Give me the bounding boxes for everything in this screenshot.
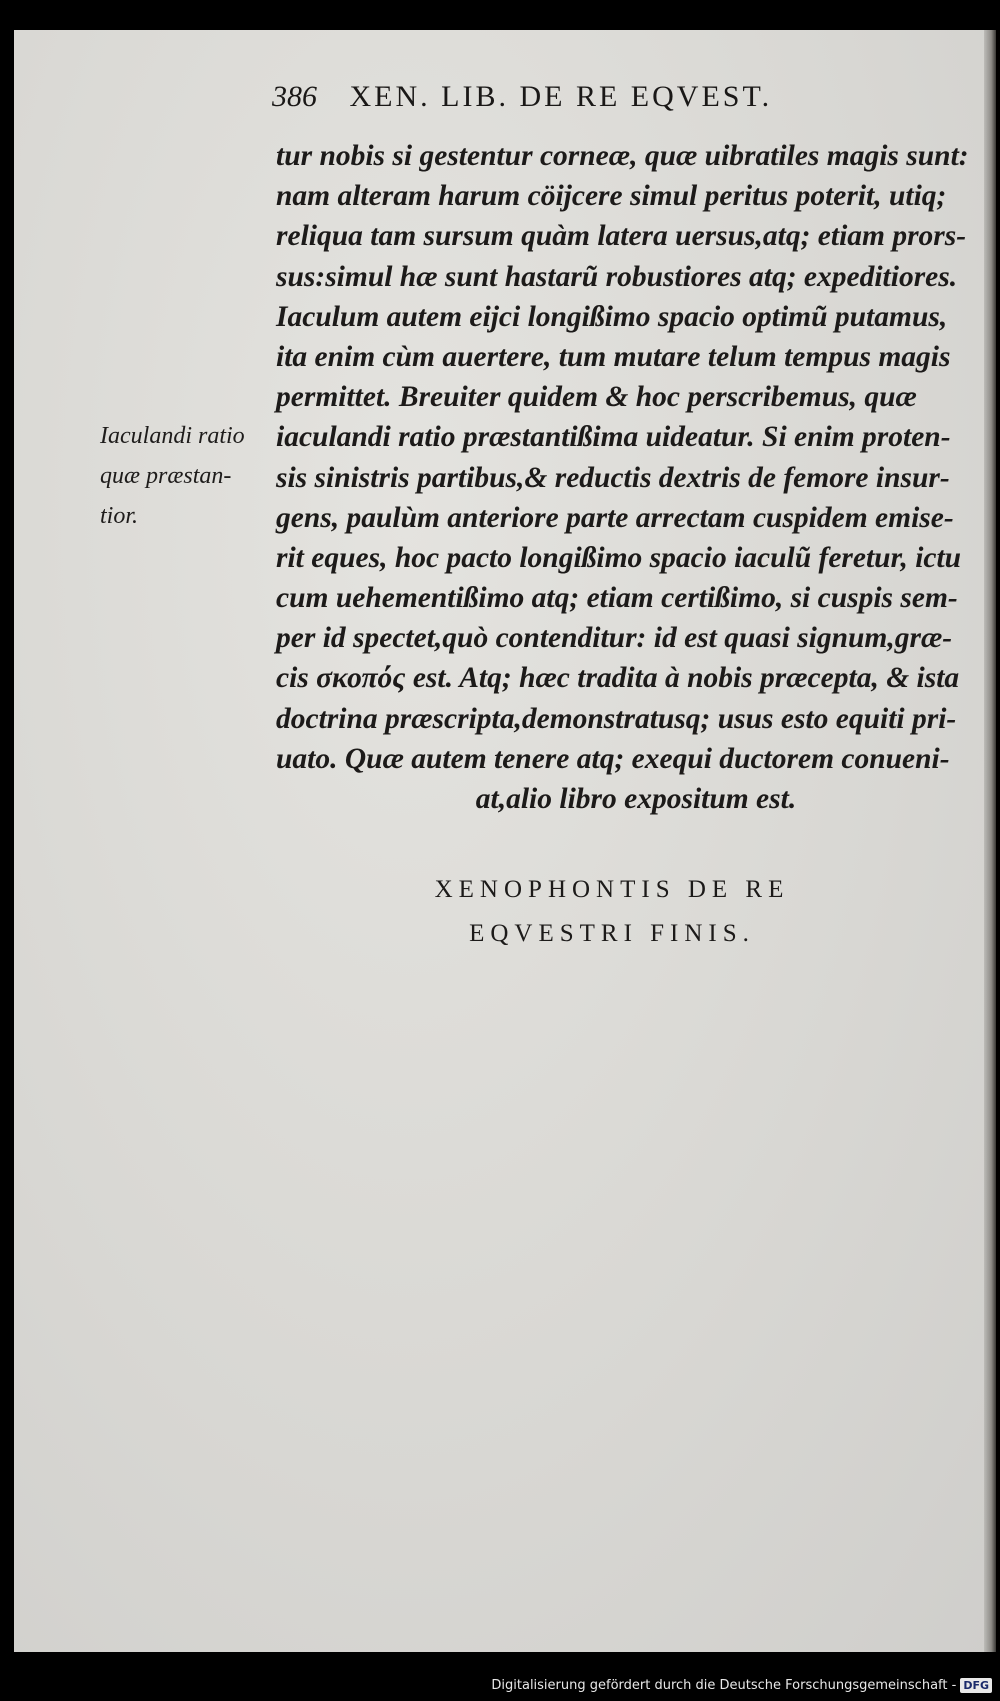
text-line: permittet. Breuiter quidem & hoc perscribemus, quæ [276, 381, 917, 414]
text-line: ita enim cùm auertere, tum mutare telum tempus magis [276, 340, 951, 373]
text-line: tur nobis si gestentur corneæ, quæ uibratiles magis sunt: [276, 140, 969, 172]
text-line: reliqua tam sursum quàm latera uersus,atq; etiam prors- [276, 220, 967, 253]
credit-text: Digitalisierung gefördert durch die Deutsche Forschungsgemeinschaft - [491, 1677, 957, 1693]
digitization-credit [491, 1673, 992, 1697]
page-number: 386 [272, 80, 317, 113]
marginal-note-line: Iaculandi ratio [100, 423, 245, 449]
text-line: sis sinistris partibus,& reductis dextris de femore insur- [276, 461, 950, 494]
text-line: gens, paulùm anteriore parte arrectam cuspidem emise- [276, 501, 954, 534]
colophon-line: EQVESTRI FINIS. [469, 920, 755, 947]
text-line: iaculandi ratio præstantißima uideatur. Si enim proten- [276, 421, 951, 454]
page-edge [984, 30, 996, 1652]
text-line: doctrina præscripta,demonstratusq; usus esto equiti pri- [276, 702, 957, 735]
dfg-logo: DFG [960, 1678, 992, 1693]
running-head [272, 80, 872, 120]
text-line: Iaculum autem eijci longißimo spacio optimũ putamus, [276, 300, 948, 333]
text-line-last: at,alio libro expositum est. [475, 783, 797, 815]
text-line: cum uehementißimo atq; etiam certißimo, si cuspis sem- [276, 582, 958, 615]
marginal-note [100, 416, 270, 536]
colophon-line: XENOPHONTIS DE RE [434, 876, 790, 903]
text-line: nam alteram harum cöijcere simul peritus poterit, utiq; [276, 180, 947, 213]
text-line: rit eques, hoc pacto longißimo spacio iaculũ feretur, ictu [276, 541, 962, 574]
text-line: uato. Quæ autem tenere atq; exequi ductorem conueni- [276, 742, 950, 775]
text-line: sus:simul hæ sunt hastarũ robustiores atq; expeditiores. [276, 260, 958, 293]
text-line: per id spectet,quò contenditur: id est quasi signum,græ- [276, 622, 953, 655]
marginal-note-line: quæ præstan- [100, 463, 232, 489]
colophon [352, 868, 872, 956]
text-line: cis σκοπός est. Atq; hæc tradita à nobis præcepta, & ista [276, 662, 960, 695]
marginal-note-line: tior. [100, 503, 139, 529]
main-text-block [276, 136, 969, 819]
running-head-title: XEN. LIB. DE RE EQVEST. [349, 80, 773, 113]
